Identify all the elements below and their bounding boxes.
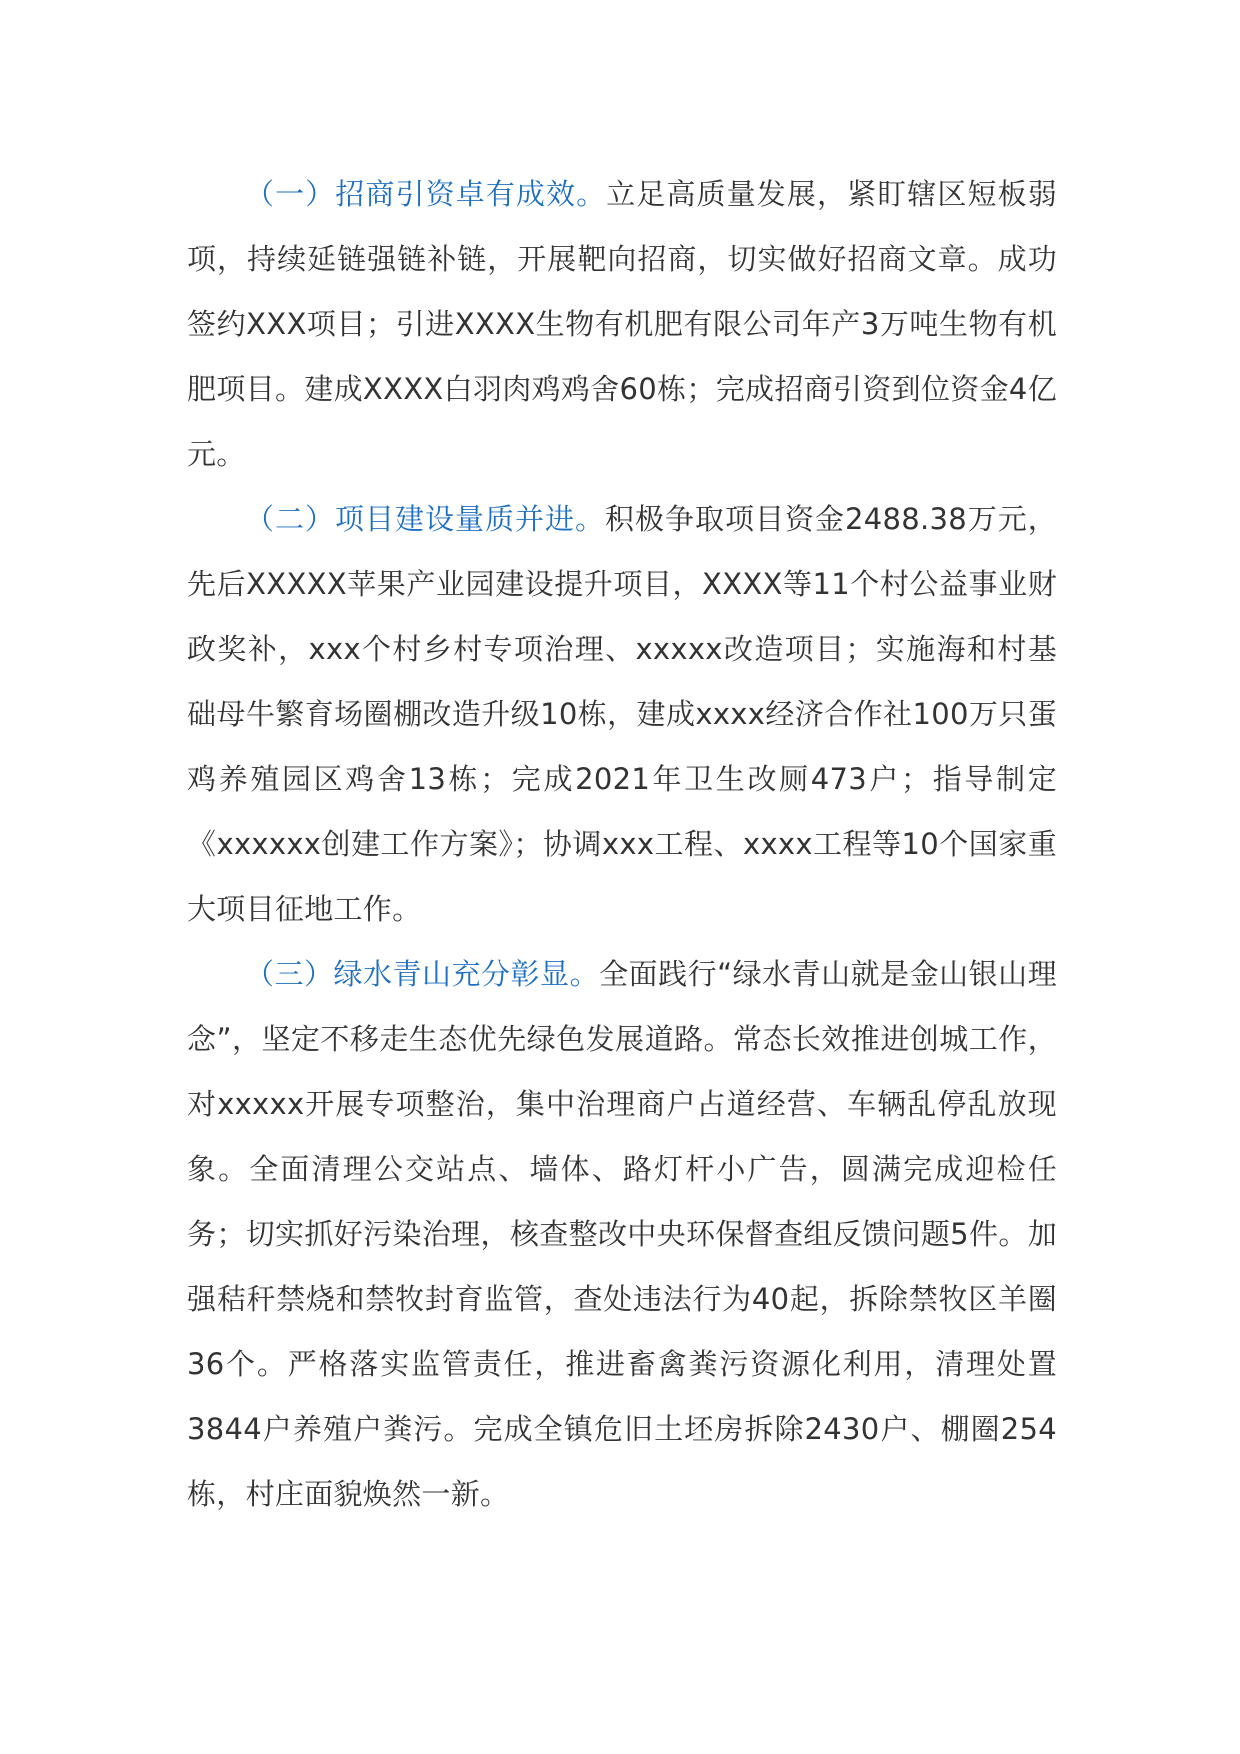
paragraph-3 bbox=[187, 942, 1057, 1527]
section-heading-2: （二）项目建设量质并进。 bbox=[245, 502, 605, 536]
section-body-1: 立足高质量发展，紧盯辖区短板弱项，持续延链强链补链，开展靶向招商，切实做好招商文章。成功签约XXX项目；引进XXXX生物有机肥有限公司年产3万吨生物有机肥项目。建成XXXX白羽肉鸡鸡舍60栋；完成招商引资到位资金4亿元。 bbox=[187, 177, 1057, 471]
paragraph-1 bbox=[187, 162, 1057, 487]
section-heading-1: （一）招商引资卓有成效。 bbox=[245, 177, 607, 211]
section-body-3: 全面践行“绿水青山就是金山银山理念”，坚定不移走生态优先绿色发展道路。常态长效推进创城工作，对xxxxx开展专项整治，集中治理商户占道经营、车辆乱停乱放现象。全面清理公交站点、墙体、路灯杆小广告，圆满完成迎检任务；切实抓好污染治理，核查整改中央环保督查组反馈问题5件。加强秸秆禁烧和禁牧封育监管，查处违法行为40起，拆除禁牧区羊圈36个。严格落实监管责任，推进畜禽粪污资源化利用，清理处置3844户养殖户粪污。完成全镇危旧土坯房拆除2430户、棚圈254栋，村庄面貌焕然一新。 bbox=[187, 957, 1057, 1511]
paragraph-2 bbox=[187, 487, 1057, 942]
section-heading-3: （三）绿水青山充分彰显。 bbox=[245, 957, 600, 991]
document-page bbox=[187, 162, 1057, 1527]
section-body-2: 积极争取项目资金2488.38万元，先后XXXXX苹果产业园建设提升项目，XXXX等11个村公益事业财政奖补，xxx个村乡村专项治理、xxxxx改造项目；实施海和村基础母牛繁育场圈棚改造升级10栋，建成xxxx经济合作社100万只蛋鸡养殖园区鸡舍13栋；完成2021年卫生改厕473户；指导制定《xxxxxx创建工作方案》；协调xxx工程、xxxx工程等10个国家重大项目征地工作。 bbox=[187, 502, 1057, 926]
